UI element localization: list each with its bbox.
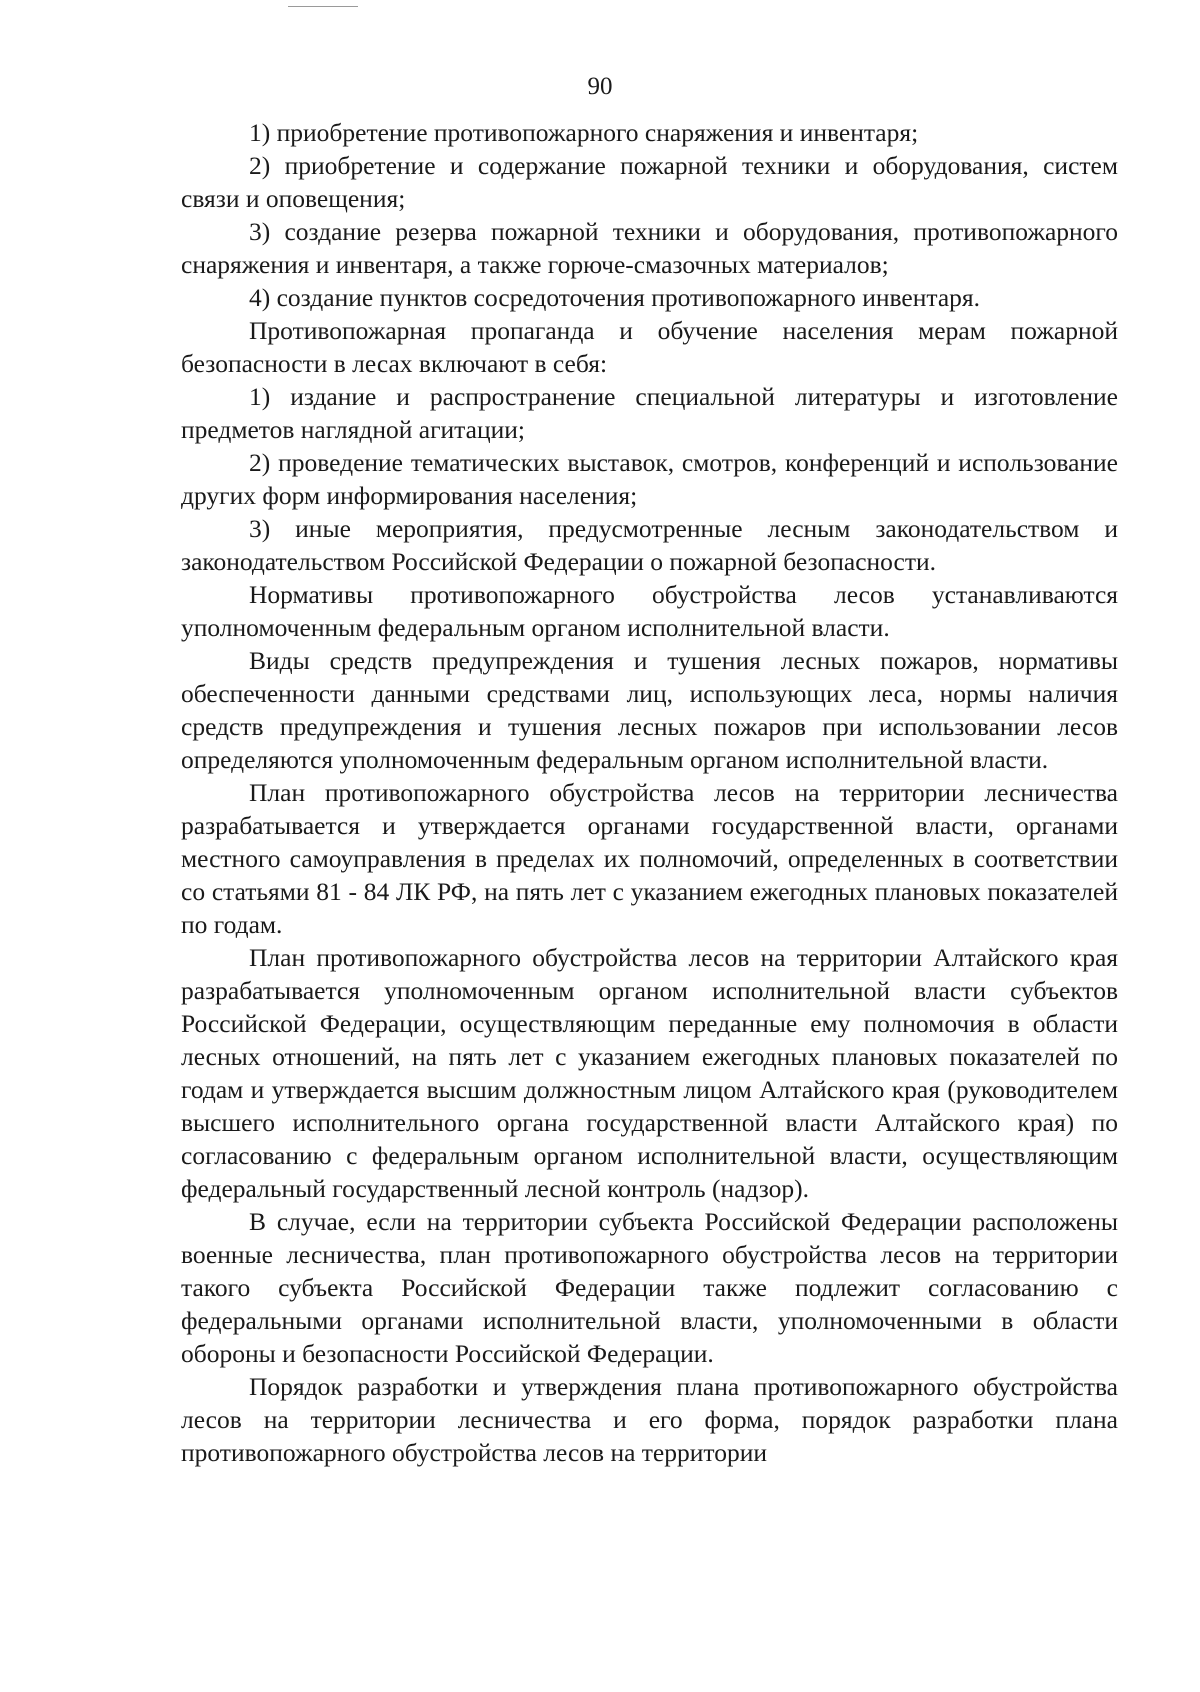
paragraph-altai-plan: План противопожарного обустройства лесов на территории Алтайского края разрабатывается уполномоченным органом исполнительной власти субъектов Российской Федерации, осуществляющим переданные ему полномочия в области лесных отношений, на пять лет с указанием ежегодных плановых показателей по годам и утверждается высшим должностным лицом Алтайского края (руководителем высшего исполнительного органа государственной власти Алтайского края) по согласованию с федеральным органом исполнительной власти, осуществляющим федеральный государственный лесной контроль (надзор). — [181, 943, 1118, 1203]
paragraph-military-forestries: В случае, если на территории субъекта Российской Федерации расположены военные лесничества, план противопожарного обустройства лесов на территории такого субъекта Российской Федерации также подлежит согласованию с федеральными органами исполнительной власти, уполномоченными в области обороны и безопасности Российской Федерации. — [181, 1207, 1118, 1368]
paragraph-fire-propaganda: Противопожарная пропаганда и обучение населения мерам пожарной безопасности в лесах включают в себя: — [181, 316, 1118, 378]
paragraph-norms: Нормативы противопожарного обустройства лесов устанавливаются уполномоченным федеральным органом исполнительной власти. — [181, 580, 1118, 642]
body-text — [181, 116, 1118, 1469]
list-item-literature: 1) издание и распространение специальной литературы и изготовление предметов наглядной агитации; — [181, 382, 1118, 444]
list-item-other-measures: 3) иные мероприятия, предусмотренные лесным законодательством и законодательством Российской Федерации о пожарной безопасности. — [181, 514, 1118, 576]
page-number: 90 — [587, 73, 613, 100]
list-item-equipment-purchase: 1) приобретение противопожарного снаряжения и инвентаря; — [249, 118, 919, 147]
list-item-reserve-creation: 3) создание резерва пожарной техники и оборудования, противопожарного снаряжения и инвентаря, а также горюче-смазочных материалов; — [181, 217, 1118, 279]
paragraph-procedure: Порядок разработки и утверждения плана противопожарного обустройства лесов на территории лесничества и его форма, порядок разработки плана противопожарного обустройства лесов на территории — [181, 1372, 1118, 1467]
list-item-exhibitions: 2) проведение тематических выставок, смотров, конференций и использование других форм информирования населения; — [181, 448, 1118, 510]
paragraph-means-types: Виды средств предупреждения и тушения лесных пожаров, нормативы обеспеченности данными средствами лиц, использующих леса, нормы наличия средств предупреждения и тушения лесных пожаров при использовании лесов определяются уполномоченным федеральным органом исполнительной власти. — [181, 646, 1118, 774]
scan-artifact-line — [288, 6, 358, 7]
list-item-inventory-points: 4) создание пунктов сосредоточения противопожарного инвентаря. — [249, 283, 981, 312]
list-item-fire-machinery: 2) приобретение и содержание пожарной техники и оборудования, систем связи и оповещения; — [181, 151, 1118, 213]
paragraph-forestry-plan: План противопожарного обустройства лесов на территории лесничества разрабатывается и утверждается органами государственной власти, органами местного самоуправления в пределах их полномочий, определенных в соответствии со статьями 81 - 84 ЛК РФ, на пять лет с указанием ежегодных плановых показателей по годам. — [181, 778, 1118, 939]
